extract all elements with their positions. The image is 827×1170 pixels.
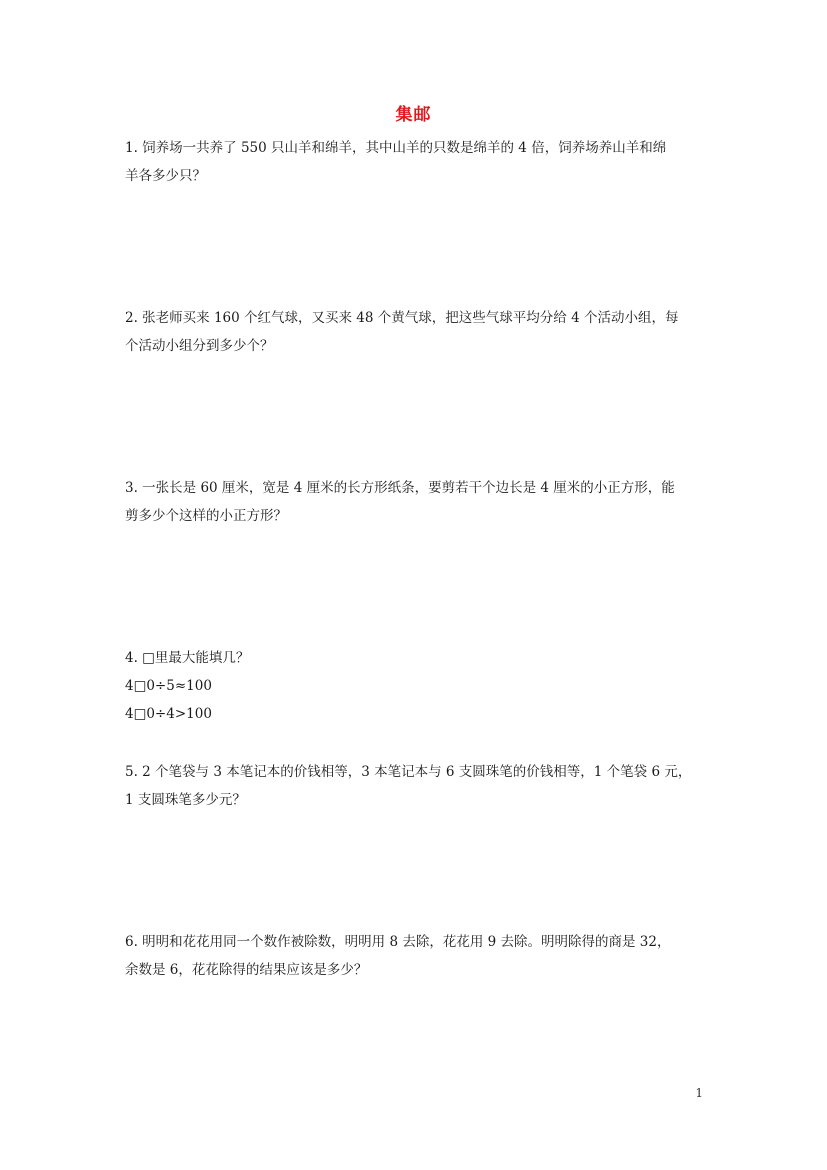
question-6 <box>125 928 715 984</box>
question-2-line-1: 2. 张老师买来 160 个红气球，又买来 48 个黄气球，把这些气球平均分给 4 个活动小组，每 <box>125 310 679 326</box>
question-1 <box>125 134 715 190</box>
page-title: 集邮 <box>395 105 432 125</box>
question-2 <box>125 304 715 360</box>
page-number: 1 <box>695 1086 703 1100</box>
question-5-line-1: 5. 2 个笔袋与 3 本笔记本的价钱相等，3 本笔记本与 6 支圆珠笔的价钱相等，1 个笔袋 6 元， <box>125 764 692 780</box>
question-5-line-2: 1 支圆珠笔多少元？ <box>125 792 246 808</box>
question-1-line-2: 羊各多少只？ <box>125 168 206 184</box>
question-5 <box>125 758 715 814</box>
question-4-line-2: 4□0÷5≈100 <box>125 678 212 694</box>
question-3 <box>125 474 715 530</box>
question-2-line-2: 个活动小组分到多少个？ <box>125 338 274 354</box>
question-6-line-1: 6. 明明和花花用同一个数作被除数，明明用 8 去除，花花用 9 去除。明明除得的商是 32， <box>125 934 671 950</box>
question-3-line-1: 3. 一张长是 60 厘米，宽是 4 厘米的长方形纸条，要剪若干个边长是 4 厘米的小正方形，能 <box>125 480 675 496</box>
question-4 <box>125 644 715 728</box>
question-6-line-2: 余数是 6，花花除得的结果应该是多少？ <box>125 962 368 978</box>
question-4-line-1: 4. □里最大能填几？ <box>125 650 250 666</box>
question-4-line-3: 4□0÷4>100 <box>125 706 212 722</box>
question-3-line-2: 剪多少个这样的小正方形？ <box>125 508 287 524</box>
question-1-line-1: 1. 饲养场一共养了 550 只山羊和绵羊，其中山羊的只数是绵羊的 4 倍，饲养场养山羊和绵 <box>125 140 667 156</box>
